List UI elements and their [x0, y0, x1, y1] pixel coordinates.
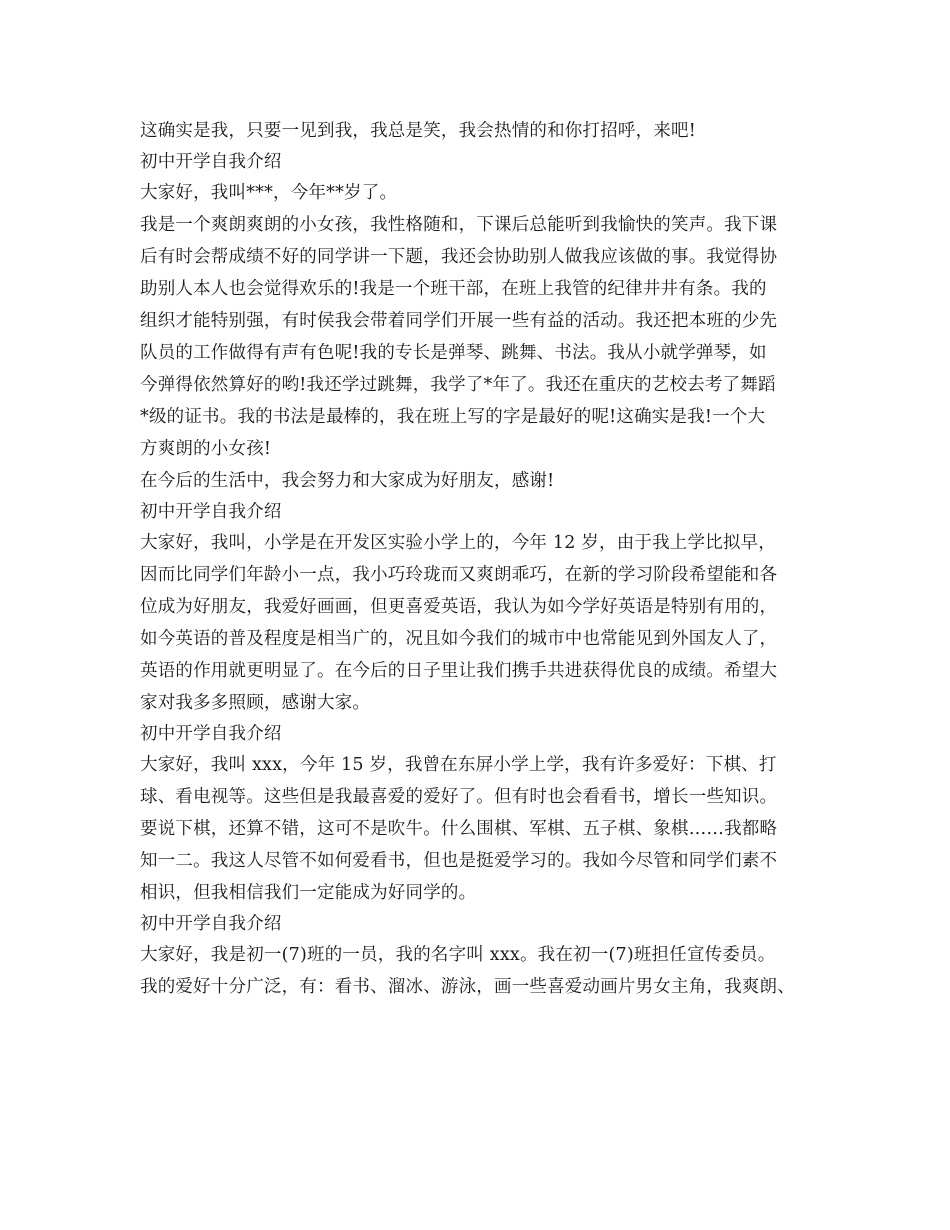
paragraph-line: 这确实是我，只要一见到我，我总是笑，我会热情的和你打招呼，来吧!: [140, 121, 696, 141]
paragraph-line: 后有时会帮成绩不好的同学讲一下题，我还会协助别人做我应该做的事。我觉得协: [140, 247, 778, 267]
paragraph-line: 要说下棋，还算不错，这可不是吹牛。什么围棋、军棋、五子棋、象棋……我都略: [140, 819, 778, 839]
paragraph-line: 助别人本人也会觉得欢乐的!我是一个班干部，在班上我管的纪律井井有条。我的: [140, 279, 767, 299]
paragraph-line: 今弹得依然算好的哟!我还学过跳舞，我学了*年了。我还在重庆的艺校去考了舞蹈: [140, 375, 776, 395]
paragraph-line: 大家好，我叫，小学是在开发区实验小学上的，今年 12 岁，由于我上学比拟早，: [140, 533, 776, 553]
paragraph-line: 大家好，我叫***，今年**岁了。: [140, 183, 398, 203]
section-heading: 初中开学自我介绍: [140, 152, 282, 172]
paragraph-line: 家对我多多照顾，感谢大家。: [140, 693, 371, 713]
section-heading: 初中开学自我介绍: [140, 502, 282, 522]
paragraph-line: 我是一个爽朗爽朗的小女孩，我性格随和，下课后总能听到我愉快的笑声。我下课: [140, 215, 778, 235]
paragraph-line: *级的证书。我的书法是最棒的，我在班上写的字是最好的呢!这确实是我!一个大: [140, 407, 766, 427]
paragraph-line: 球、看电视等。这些但是我最喜爱的爱好了。但有时也会看看书，增长一些知识。: [140, 787, 778, 807]
paragraph-line: 队员的工作做得有声有色呢!我的专长是弹琴、跳舞、书法。我从小就学弹琴，如: [140, 343, 767, 363]
paragraph-line: 大家好，我是初一(7)班的一员，我的名字叫 xxx。我在初一(7)班担任宣传委员。: [140, 945, 776, 965]
paragraph-line: 我的爱好十分广泛，有：看书、溜冰、游泳，画一些喜爱动画片男女主角，我爽朗、: [140, 977, 795, 997]
paragraph-line: 组织才能特别强，有时侯我会带着同学们开展一些有益的活动。我还把本班的少先: [140, 311, 778, 331]
section-heading: 初中开学自我介绍: [140, 914, 282, 934]
paragraph-line: 在今后的生活中，我会努力和大家成为好朋友，感谢!: [140, 471, 555, 491]
paragraph-line: 英语的作用就更明显了。在今后的日子里让我们携手共进获得优良的成绩。希望大: [140, 661, 778, 681]
paragraph-line: 位成为好朋友，我爱好画画，但更喜爱英语，我认为如今学好英语是特别有用的，: [140, 597, 778, 617]
paragraph-line: 方爽朗的小女孩!: [140, 439, 272, 459]
paragraph-line: 知一二。我这人尽管不如何爱看书，但也是挺爱学习的。我如今尽管和同学们素不: [140, 851, 778, 871]
paragraph-line: 相识，但我相信我们一定能成为好同学的。: [140, 883, 477, 903]
paragraph-line: 如今英语的普及程度是相当广的，况且如今我们的城市中也常能见到外国友人了，: [140, 629, 778, 649]
document-body: [140, 115, 815, 1003]
paragraph-line: 大家好，我叫 xxx，今年 15 岁，我曾在东屏小学上学，我有许多爱好：下棋、打: [140, 755, 777, 775]
section-heading: 初中开学自我介绍: [140, 724, 282, 744]
paragraph-line: 因而比同学们年龄小一点，我小巧玲珑而又爽朗乖巧，在新的学习阶段希望能和各: [140, 565, 778, 585]
